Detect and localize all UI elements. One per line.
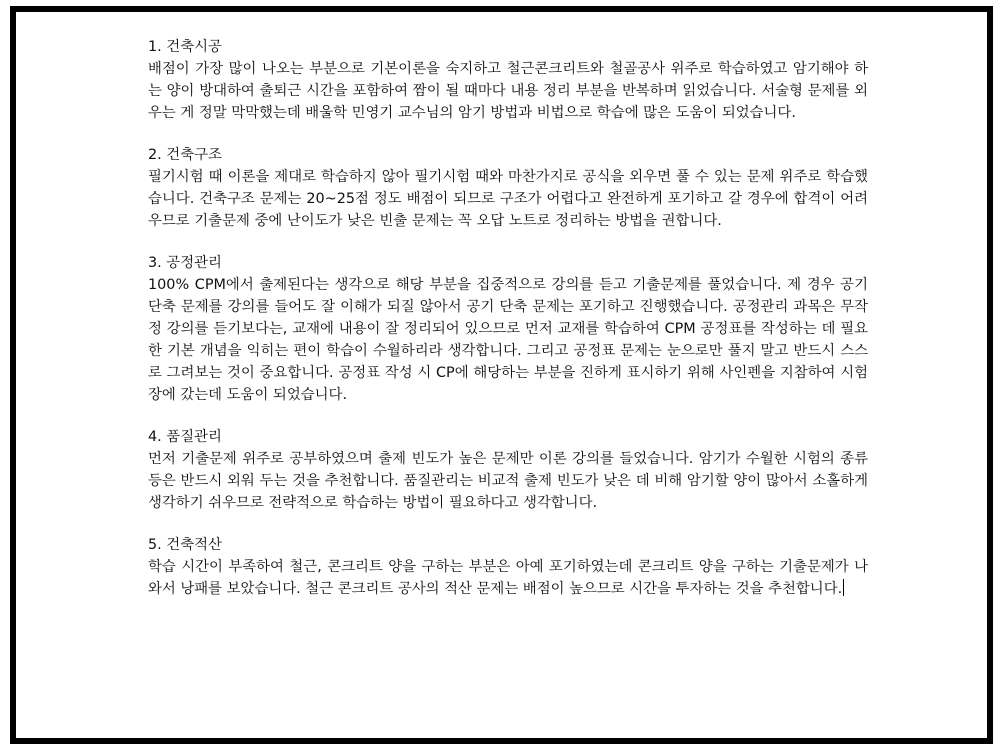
- section-title: 1. 건축시공: [148, 39, 222, 55]
- text-cursor: [843, 579, 844, 596]
- section-text: 학습 시간이 부족하여 철근, 콘크리트 양을 구하는 부분은 아예 포기하였는데 콘크리트 양을 구하는 기출문제가 나와서 낭패를 보았습니다. 철근 콘크리트 공사의 적산 문제는 배점이 높으므로 시간을 투자하는 것을 추천합니다.: [148, 559, 868, 597]
- section-text: 배점이 가장 많이 나오는 부분으로 기본이론을 숙지하고 철근콘크리트와 철골공사 위주로 학습하였고 암기해야 하는 양이 방대하여 출퇴근 시간을 포함하여 짬이 될 때마다 내용 정리 부분을 반복하며 읽었습니다. 서술형 문제를 외우는 게 정말 막막했는데 배울학 민영기 교수님의 암기 방법과 비법으로 학습에 많은 도움이 되었습니다.: [148, 61, 868, 121]
- document-body[interactable]: [148, 36, 868, 620]
- section-quality-management: [148, 426, 868, 514]
- section-title: 5. 건축적산: [148, 537, 222, 553]
- section-text: 먼저 기출문제 위주로 공부하였으며 출제 빈도가 높은 문제만 이론 강의를 들었습니다. 암기가 수월한 시험의 종류 등은 반드시 외워 두는 것을 추천합니다. 품질관리는 비교적 출제 빈도가 낮은 데 비해 암기할 양이 많아서 소홀하게 생각하기 쉬우므로 전략적으로 학습하는 방법이 필요하다고 생각합니다.: [148, 451, 868, 511]
- section-text: 100% CPM에서 출제된다는 생각으로 해당 부분을 집중적으로 강의를 듣고 기출문제를 풀었습니다. 제 경우 공기 단축 문제를 강의를 들어도 잘 이해가 되질 않아서 공기 단축 문제는 포기하고 진행했습니다. 공정관리 과목은 무작정 강의를 듣기보다는, 교재에 내용이 잘 정리되어 있으므로 먼저 교재를 학습하여 CPM 공정표를 작성하는 데 필요한 기본 개념을 익히는 편이 학습이 수월하리라 생각합니다. 그리고 공정표 문제는 눈으로만 풀지 말고 반드시 스스로 그려보는 것이 중요합니다. 공정표 작성 시 CP에 해당하는 부분을 진하게 표시하기 위해 사인펜을 지참하여 시험장에 갔는데 도움이 되었습니다.: [148, 277, 868, 403]
- section-schedule-management: [148, 252, 868, 406]
- section-structure: [148, 144, 868, 232]
- section-text: 필기시험 때 이론을 제대로 학습하지 않아 필기시험 때와 마찬가지로 공식을 외우면 풀 수 있는 문제 위주로 학습했습니다. 건축구조 문제는 20~25점 정도 배점이 되므로 구조가 어렵다고 완전하게 포기하고 갈 경우에 합격이 어려우므로 기출문제 중에 난이도가 낮은 빈출 문제는 꼭 오답 노트로 정리하는 방법을 권합니다.: [148, 169, 868, 229]
- section-title: 3. 공정관리: [148, 255, 222, 271]
- page-frame: [10, 6, 993, 744]
- section-construction: [148, 36, 868, 124]
- section-text-wrapper: [148, 556, 868, 600]
- section-title: 2. 건축구조: [148, 147, 222, 163]
- section-estimation: [148, 534, 868, 600]
- section-title: 4. 품질관리: [148, 429, 222, 445]
